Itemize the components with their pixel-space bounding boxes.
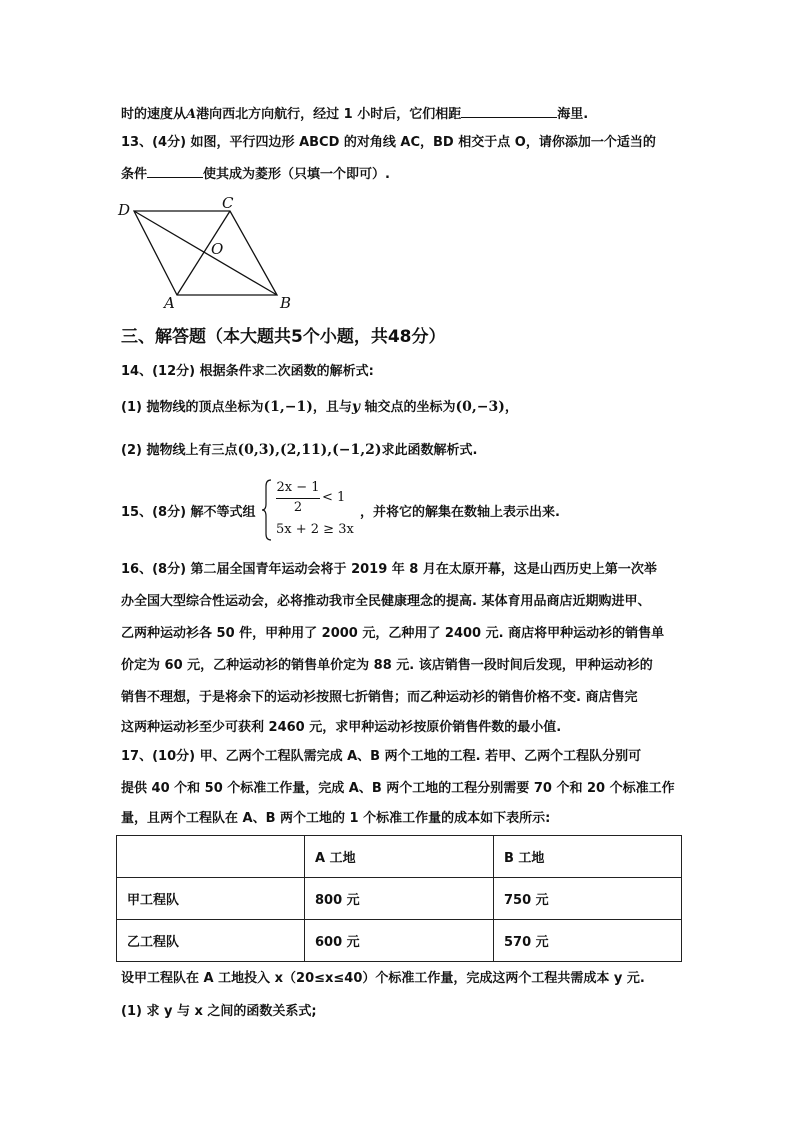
q17-after-table: 设甲工程队在 A 工地投入 x（20≤x≤40）个标准工作量，完成这两个工程共需成本 y 元. <box>121 971 645 986</box>
q16-line-4: 价定为 60 元，乙种运动衫的销售单价定为 88 元. 该店销售一段时间后发现，甲种运动衫的 <box>121 658 653 673</box>
table-cell: 570 元 <box>494 920 682 962</box>
q14-intro: 14、(12分) 根据条件求二次函数的解析式: <box>121 364 374 379</box>
label-b: B <box>280 294 292 310</box>
table-header-row <box>117 836 682 878</box>
q17-line-3: 量，且两个工程队在 A、B 两个工地的 1 个标准工作量的成本如下表所示: <box>121 811 551 826</box>
q14-p2-label: (2) <box>121 443 142 458</box>
q14-p2-text-b: 求此函数解析式. <box>381 443 478 458</box>
left-brace <box>262 478 272 542</box>
parallelogram-figure <box>112 192 302 310</box>
table-cell: 750 元 <box>494 878 682 920</box>
q12-answer-blank[interactable] <box>461 104 557 118</box>
q13-answer-blank[interactable] <box>147 164 203 178</box>
q16-line-2: 办全国大型综合性运动会，必将推动我市全民健康理念的提高. 某体育用品商店近期购进甲、 <box>121 594 651 609</box>
table-cell: 甲工程队 <box>117 878 305 920</box>
q16-line-1: 16、(8分) 第二届全国青年运动会将于 2019 年 8 月在太原开幕，这是山西历史上第一次举 <box>121 562 657 577</box>
q14-points: (0,3),(2,11),(−1,2) <box>237 442 382 458</box>
fraction-bar <box>276 498 320 499</box>
q14-p1-text-c: 轴交点的坐标为 <box>364 400 456 415</box>
q16-line-6: 这两种运动衫至少可获利 2460 元，求甲种运动衫按原价销售件数的最小值. <box>121 720 562 735</box>
table-cell: 800 元 <box>305 878 494 920</box>
table-header-cell: B 工地 <box>494 836 682 878</box>
cost-table <box>116 835 682 962</box>
fraction-numerator: 2x − 1 <box>276 480 320 495</box>
q13-text-post: 使其成为菱形（只填一个即可）. <box>203 167 390 182</box>
q14-intercept: (0,−3) <box>455 399 505 415</box>
q13-line1: 13、(4分) 如图，平行四边形 ABCD 的对角线 AC，BD 相交于点 O，请你添加一个适当的 <box>121 135 656 150</box>
q13-text-pre: 条件 <box>121 167 148 182</box>
inequality-1-rhs: < 1 <box>322 490 346 505</box>
q12-text-post: 小时后，它们相距 <box>357 107 462 122</box>
q14-y-var: y <box>351 399 360 415</box>
q14-p1-text-a: 抛物线的顶点坐标为 <box>146 400 264 415</box>
q14-p1-label: (1) <box>121 400 142 415</box>
q12-text-pre: 时的速度从 <box>121 107 187 122</box>
q12-port: A <box>186 107 197 122</box>
q17-sub1: (1) 求 y 与 x 之间的函数关系式; <box>121 1004 317 1019</box>
q15-line <box>121 504 256 522</box>
q16-line-5: 销售不理想，于是将余下的运动衫按照七折销售；而乙种运动衫的销售价格不变. 商店售完 <box>121 690 638 705</box>
q17-line-1: 17、(10分) 甲、乙两个工程队需完成 A、B 两个工地的工程. 若甲、乙两个工程队分别可 <box>121 749 642 764</box>
label-o: O <box>211 240 224 258</box>
q12-text-mid: 港向西北方向航行，经过 <box>196 107 340 122</box>
q14-p2-text-a: 抛物线上有三点 <box>146 443 238 458</box>
q14-p1-text-b: ，且与 <box>312 400 352 415</box>
table-row <box>117 878 682 920</box>
q12-tail-line <box>121 104 588 124</box>
q14-part1 <box>121 398 518 417</box>
q14-part2 <box>121 441 477 460</box>
q14-p1-text-d: ， <box>504 400 518 415</box>
q12-unit: 海里. <box>557 107 589 122</box>
table-header-cell <box>117 836 305 878</box>
table-header-cell: A 工地 <box>305 836 494 878</box>
q13-line2 <box>121 164 390 184</box>
label-a: A <box>164 294 175 310</box>
q15-text-pre: 15、(8分) 解不等式组 <box>121 505 256 520</box>
section-heading: 三、解答题（本大题共5个小题，共48分） <box>121 327 446 347</box>
inequality-system <box>262 478 354 542</box>
label-c: C <box>222 194 234 212</box>
fraction-denominator: 2 <box>293 500 303 515</box>
q14-vertex: (1,−1) <box>263 399 313 415</box>
table-row <box>117 920 682 962</box>
q15-line-post: ，并将它的解集在数轴上表示出来. <box>360 505 560 520</box>
q12-hours: 1 <box>343 107 353 122</box>
table-cell: 乙工程队 <box>117 920 305 962</box>
q17-line-2: 提供 40 个和 50 个标准工作量，完成 A、B 两个工地的工程分别需要 70 个和 20 个标准工作 <box>121 781 675 796</box>
inequality-2: 5x + 2 ≥ 3x <box>276 522 354 537</box>
label-d: D <box>118 201 131 219</box>
q16-line-3: 乙两种运动衫各 50 件，甲种用了 2000 元，乙种用了 2400 元. 商店将甲种运动衫的销售单 <box>121 626 665 641</box>
table-cell: 600 元 <box>305 920 494 962</box>
